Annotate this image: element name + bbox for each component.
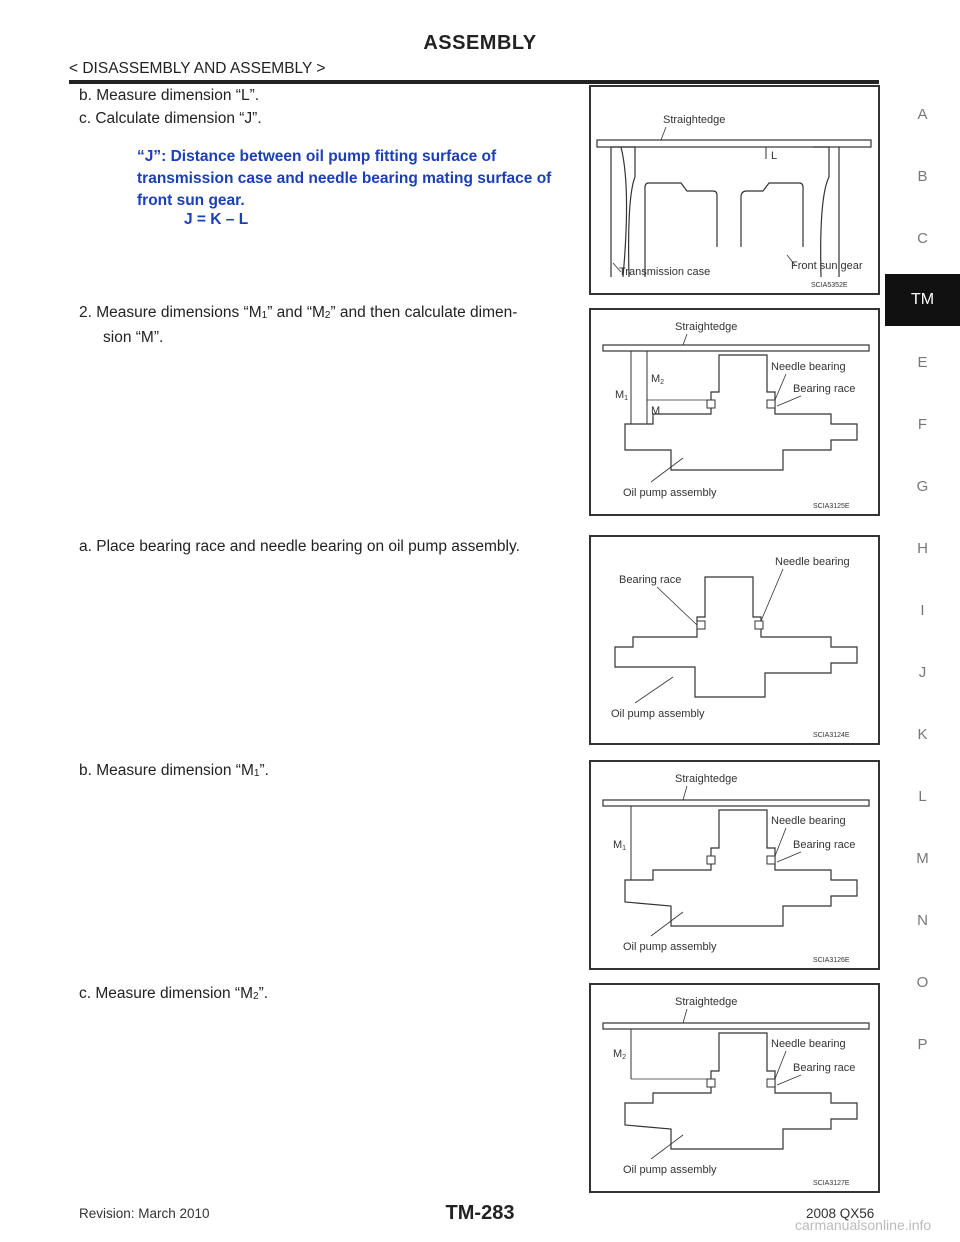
section-subtitle: < DISASSEMBLY AND ASSEMBLY > — [69, 60, 326, 77]
tab-h[interactable]: H — [917, 540, 928, 557]
label-oil-pump: Oil pump assembly — [623, 487, 717, 499]
label-m2-main: M — [651, 373, 661, 385]
tab-c[interactable]: C — [917, 230, 928, 247]
step-b-close: ”. — [259, 762, 269, 779]
step-a-place-bearing: a. Place bearing race and needle bearing on oil pump assembly. — [79, 538, 520, 555]
leader-straightedge — [683, 786, 687, 800]
figure-code: SCIA3124E — [813, 732, 850, 739]
label-front-sun-gear: Front sun gear — [791, 260, 863, 272]
step-c-measure-m2 — [79, 983, 268, 1008]
label-bearing-race: Bearing race — [793, 383, 856, 395]
label-straightedge: Straightedge — [675, 321, 738, 333]
label-needle-bearing: Needle bearing — [771, 361, 846, 373]
header-rule — [69, 80, 879, 84]
figure-4-drawing — [591, 762, 878, 968]
figure-code: SCIA5352E — [811, 282, 848, 289]
definition-j: “J”: Distance between oil pump fitting surface of transmission case and needle bearing mating surface of front sun gear. — [137, 148, 552, 209]
step-b-text: b. Measure dimension “M — [79, 762, 254, 779]
bearing-left — [707, 1079, 715, 1087]
figure-transmission-case — [589, 85, 880, 295]
footer-model: 2008 QX56 — [806, 1206, 875, 1221]
bearing-right — [767, 856, 775, 864]
step-b-measure-l: b. Measure dimension “L”. — [79, 87, 260, 104]
bearing-left — [707, 400, 715, 408]
step-c-sub: 2 — [253, 991, 259, 1002]
figure-measure-m — [589, 308, 880, 516]
figure-3-drawing — [591, 537, 878, 743]
leader-bearing-race — [777, 396, 801, 406]
label-bearing-race: Bearing race — [793, 1062, 856, 1074]
case-right-wall — [813, 147, 839, 277]
label-oil-pump: Oil pump assembly — [623, 1164, 717, 1176]
tab-l[interactable]: L — [918, 788, 927, 805]
oil-pump-body — [625, 810, 857, 926]
step-2-text-c: ” and then calculate dimen- — [330, 304, 518, 321]
figure-code: SCIA3127E — [813, 1180, 850, 1187]
label-needle-bearing: Needle bearing — [771, 815, 846, 827]
leader-bearing-race — [777, 852, 801, 862]
tab-b[interactable]: B — [917, 168, 928, 185]
straightedge-bar — [603, 800, 869, 806]
page-title: ASSEMBLY — [423, 32, 537, 54]
straightedge-bar — [603, 345, 869, 351]
label-needle-bearing: Needle bearing — [771, 1038, 846, 1050]
tab-o[interactable]: O — [916, 974, 929, 991]
transmission-case-wall — [611, 147, 635, 277]
label-m: M — [651, 405, 661, 417]
step-2-sub-2: 2 — [324, 310, 331, 321]
footer-revision: Revision: March 2010 — [79, 1206, 210, 1221]
figure-5-drawing — [591, 985, 878, 1191]
step-c-close: ”. — [258, 985, 269, 1002]
case-inner-left — [645, 183, 717, 277]
bearing-right — [767, 1079, 775, 1087]
step-b-sub: 1 — [253, 768, 260, 779]
figure-place-bearing — [589, 535, 880, 745]
tab-j[interactable]: J — [918, 664, 927, 681]
label-m2-main: M — [613, 1048, 623, 1060]
label-m1 — [613, 839, 626, 852]
oil-pump-body — [625, 1033, 857, 1149]
figure-code: SCIA3126E — [813, 957, 850, 964]
step-2-text-d: sion “M”. — [103, 329, 164, 346]
step-2-measure-m — [79, 302, 579, 349]
leader-straightedge — [683, 334, 687, 345]
leader-oil-pump — [635, 677, 673, 703]
label-m2 — [613, 1048, 626, 1061]
tab-k[interactable]: K — [917, 726, 928, 743]
label-oil-pump: Oil pump assembly — [623, 941, 717, 953]
oil-pump-body — [615, 577, 857, 697]
straightedge-bar — [603, 1023, 869, 1029]
formula-j: J = K – L — [184, 211, 249, 228]
leader-straightedge — [683, 1009, 687, 1023]
figure-measure-m1 — [589, 760, 880, 970]
bearing-right — [767, 400, 775, 408]
label-m1-main: M — [615, 389, 625, 401]
label-m2 — [651, 373, 664, 386]
step-c-text: c. Measure dimension “M — [79, 985, 254, 1002]
watermark: carmanualsonline.info — [795, 1217, 932, 1233]
label-needle-bearing: Needle bearing — [775, 556, 850, 568]
tab-i[interactable]: I — [920, 602, 925, 619]
figure-2-drawing — [591, 310, 878, 514]
figure-code: SCIA3125E — [813, 503, 850, 510]
label-m1 — [615, 389, 628, 402]
leader-bearing-race — [777, 1075, 801, 1085]
label-straightedge: Straightedge — [675, 773, 738, 785]
leader-needle-bearing — [775, 828, 786, 856]
step-c-calc-j: c. Calculate dimension “J”. — [79, 110, 262, 127]
tab-m[interactable]: M — [916, 850, 929, 867]
bearing-left — [697, 621, 705, 629]
step-2-text-a: 2. Measure dimensions “M — [79, 304, 262, 321]
label-bearing-race: Bearing race — [793, 839, 856, 851]
tab-n[interactable]: N — [917, 912, 928, 929]
label-m2-sub: 2 — [622, 1054, 627, 1061]
leader-needle-bearing — [775, 1051, 786, 1079]
label-m1-sub: 1 — [622, 845, 627, 852]
leader-straightedge — [661, 127, 666, 140]
label-m1-main: M — [613, 839, 623, 851]
label-straightedge: Straightedge — [663, 114, 726, 126]
label-oil-pump: Oil pump assembly — [611, 708, 705, 720]
figure-measure-m2 — [589, 983, 880, 1193]
straightedge-bar — [597, 140, 871, 147]
bearing-left — [707, 856, 715, 864]
leader-needle-bearing — [761, 569, 783, 621]
label-straightedge: Straightedge — [675, 996, 738, 1008]
label-m1-sub: 1 — [624, 395, 629, 402]
figure-1-drawing — [591, 87, 878, 293]
label-m2-sub: 2 — [660, 379, 665, 386]
tab-g[interactable]: G — [916, 478, 929, 495]
sun-gear-body — [741, 183, 803, 247]
page-number: TM-283 — [445, 1202, 515, 1224]
leader-bearing-race — [657, 587, 697, 625]
bearing-right — [755, 621, 763, 629]
label-bearing-race: Bearing race — [619, 574, 682, 586]
label-l: L — [771, 150, 778, 162]
leader-needle-bearing — [775, 374, 786, 400]
tab-f[interactable]: F — [917, 416, 928, 433]
step-2-text-b: ” and “M — [267, 304, 325, 321]
label-transmission-case: Transmission case — [619, 266, 711, 278]
step-2-sub-1: 1 — [261, 310, 268, 321]
tab-e[interactable]: E — [917, 354, 928, 371]
tab-a[interactable]: A — [917, 106, 928, 123]
tab-p[interactable]: P — [917, 1036, 928, 1053]
tab-tm[interactable]: TM — [885, 274, 960, 326]
step-b-measure-m1 — [79, 760, 269, 785]
